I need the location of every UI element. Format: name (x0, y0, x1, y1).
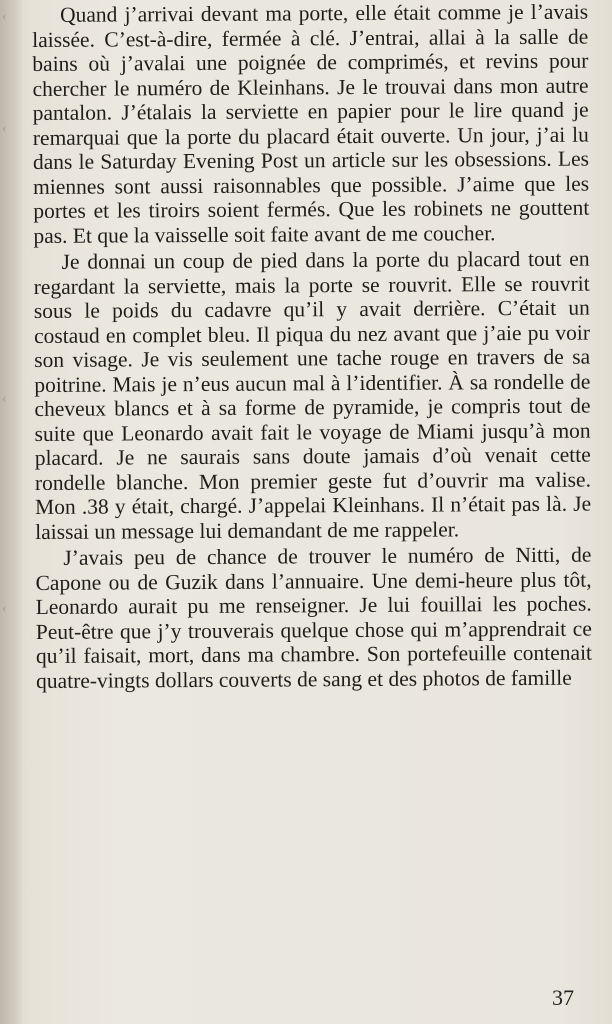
page-number: 37 (552, 985, 574, 1010)
ghost-margin-mark: ‹ (2, 390, 7, 405)
page-gutter (0, 0, 22, 1024)
ghost-margin-mark: ‹ (2, 600, 7, 615)
ghost-margin-mark: ‹ (2, 8, 7, 23)
paragraph-2: Je donnai un coup de pied dans la porte du placard tout en regardant la serviette, mais la porte se rouvrit. Elle se rouvrit sous le poids du cadavre qu’il y avait derrière. C’était un costaud en complet bleu. Il piqua du nez avant que j’aie pu voir son visage. Je vis seulement une tache rouge en travers de sa poitrine. Mais je n’eus aucun mal à l’identifier. À sa rondelle de cheveux blancs et à sa forme de pyramide, je compris tout de suite que Leonardo avait fait le voyage de Miami jusqu’à mon placard. Je ne saurais sans doute jamais d’où venait cette rondelle blanche. Mon premier geste fut d’ouvrir ma valise. Mon .38 y était, chargé. J’appelai Kleinhans. Il n’était pas là. Je laissai un message lui demandant de me rappeler. (33, 246, 592, 544)
ghost-margin-mark: ‹ (2, 120, 7, 135)
paragraph-1: Quand j’arrivai devant ma porte, elle était comme je l’avais laissée. C’est-à-dire, fermée à clé. J’entrai, allai à la salle de bains où j’avalai une poignée de comprimés, et revins pour chercher le numéro de Kleinhans. Je le trouvai dans mon autre pantalon. J’étalais la serviette en papier pour le lire quand je remarquai que la porte du placard était ouverte. Un jour, j’ai lu dans le Saturday Evening Post un article sur les obsessions. Les miennes sont aussi raisonnables que possible. J’aime que les portes et les tiroirs soient fermés. Que les robinets ne gouttent pas. Et que la vaisselle soit faite avant de me coucher. (32, 0, 590, 248)
paragraph-3: J’avais peu de chance de trouver le numéro de Nitti, de Capone ou de Guzik dans l’annuaire. Une demi-heure plus tôt, Leonardo aurait pu me renseigner. Je lui fouillai les poches. Peut-être que j’y trouverais quelque chose qui m’apprendrait ce qu’il faisait, mort, dans ma chambre. Son portefeuille contenait quatre-vingts dollars couverts de sang et des photos de famille (35, 542, 593, 693)
body-text (32, 0, 592, 693)
